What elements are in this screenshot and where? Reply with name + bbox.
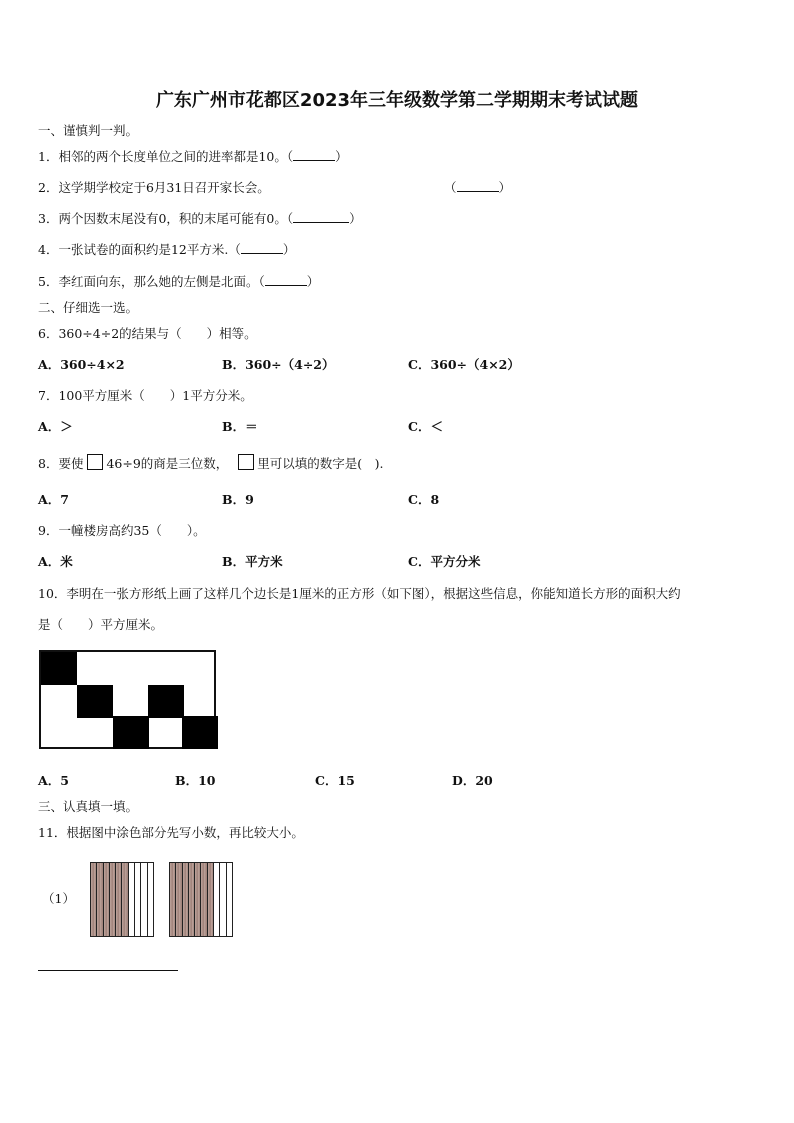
grid-strip (148, 863, 153, 936)
q6-option-c[interactable]: C．360÷（4×2） (408, 357, 520, 372)
question-9: 9．一幢楼房高约35（ ）。 (38, 523, 206, 538)
question-2-answer (444, 178, 511, 196)
question-4 (38, 240, 295, 258)
question-2 (38, 178, 270, 196)
question-3 (38, 209, 362, 227)
q10-option-b[interactable]: B．10 (175, 773, 216, 788)
question-8-text-a: 8．要使 (38, 456, 84, 471)
question-7: 7．100平方厘米（ ）1平方分米。 (38, 388, 253, 403)
q8-option-a[interactable]: A．7 (38, 492, 69, 507)
question-3-text: 3．两个因数末尾没有0，积的末尾可能有0。（ (38, 211, 294, 226)
q10-option-a[interactable]: A．5 (38, 773, 69, 788)
decimal-grid-2 (169, 862, 233, 937)
question-5-close: ） (306, 274, 320, 289)
q10-option-c[interactable]: C．15 (315, 773, 355, 788)
answer-blank-2[interactable] (457, 179, 499, 192)
section-1-heading: 一、谨慎判一判。 (38, 123, 139, 138)
q9-option-a[interactable]: A．米 (38, 554, 73, 569)
black-square (182, 716, 218, 749)
black-square (113, 716, 149, 749)
decimal-grid-1 (90, 862, 154, 937)
q7-option-b[interactable]: B．＝ (222, 419, 258, 434)
q6-option-b[interactable]: B．360÷（4÷2） (222, 357, 335, 372)
question-4-text: 4．一张试卷的面积约是12平方米.（ (38, 242, 241, 257)
grid-strip (227, 863, 232, 936)
question-2-close: ） (498, 180, 512, 195)
q9-option-c[interactable]: C．平方分米 (408, 554, 481, 569)
question-3-close: ） (349, 211, 362, 226)
question-1-close: ） (335, 149, 348, 164)
section-2-heading: 二、仔细选一选。 (38, 300, 139, 315)
q10-option-d[interactable]: D．20 (452, 773, 493, 788)
question-8 (38, 454, 384, 472)
rectangle-figure (39, 650, 216, 749)
question-11-sub-1: （1） (42, 891, 75, 906)
section-3-heading: 三、认真填一填。 (38, 799, 139, 814)
black-square (148, 685, 184, 718)
black-square (77, 685, 113, 718)
answer-blank-5[interactable] (265, 273, 307, 286)
question-4-close: ） (282, 242, 296, 257)
page-title: 广东广州市花都区2023年三年级数学第二学期期末考试试题 (155, 90, 639, 111)
question-5 (38, 272, 319, 290)
box-placeholder-1 (87, 454, 103, 470)
q7-option-a[interactable]: A．＞ (38, 419, 73, 434)
answer-blank-1[interactable] (293, 148, 335, 161)
q9-option-b[interactable]: B．平方米 (222, 554, 283, 569)
black-square (41, 652, 77, 685)
question-8-text-b: 46÷9的商是三位数， (106, 456, 229, 471)
q7-option-c[interactable]: C．＜ (408, 419, 443, 434)
question-2-text: 2．这学期学校定于6月31日召开家长会。 (38, 180, 270, 195)
question-8-text-c: 里可以填的数字是( ). (257, 456, 384, 471)
footnote-divider (38, 970, 178, 971)
box-placeholder-2 (238, 454, 254, 470)
question-6: 6．360÷4÷2的结果与（ ）相等。 (38, 326, 257, 341)
question-5-text: 5．李红面向东，那么她的左侧是北面。（ (38, 274, 265, 289)
question-1 (38, 147, 348, 165)
question-11: 11．根据图中涂色部分先写小数，再比较大小。 (38, 825, 304, 840)
question-10-line-2: 是（ ）平方厘米。 (38, 617, 164, 632)
q6-option-a[interactable]: A．360÷4×2 (38, 357, 125, 372)
question-10-line-1: 10．李明在一张方形纸上画了这样几个边长是1厘米的正方形（如下图），根据这些信息，你能知道长方形的面积大约 (38, 586, 681, 601)
question-2-open: （ (444, 180, 457, 195)
answer-blank-4[interactable] (241, 241, 283, 254)
question-1-text: 1．相邻的两个长度单位之间的进率都是10。（ (38, 149, 294, 164)
q8-option-b[interactable]: B．9 (222, 492, 254, 507)
answer-blank-3[interactable] (293, 210, 349, 223)
q8-option-c[interactable]: C．8 (408, 492, 440, 507)
